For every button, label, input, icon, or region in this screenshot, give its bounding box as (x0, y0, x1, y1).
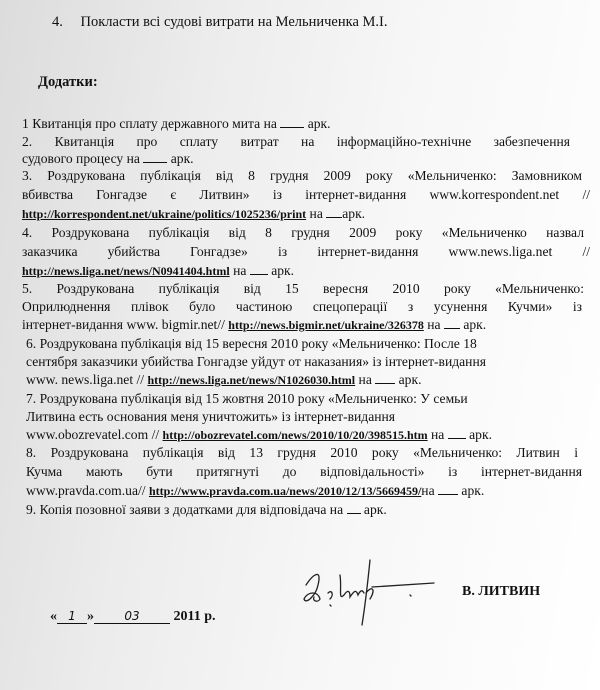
item-text: 1 Квитанція про сплату державного мита на (22, 116, 281, 131)
item-text: на (306, 206, 327, 221)
blank-field (143, 151, 167, 163)
attachment-item-1 (22, 116, 331, 132)
item-text-end: арк. (459, 317, 487, 332)
attachment-item-8-line3 (26, 483, 484, 499)
blank-field (326, 206, 342, 218)
item-text: судового процесу на (22, 151, 144, 166)
attachment-item-9 (26, 502, 387, 518)
claim-item-4 (52, 14, 387, 30)
item-text: на (229, 263, 250, 278)
attachment-item-5-line3 (22, 317, 486, 333)
attachment-item-2-line2 (22, 151, 194, 167)
item-link[interactable]: http://obozrevatel.com/news/2010/10/20/398515.htm (162, 428, 428, 442)
item-link[interactable]: http://www.pravda.com.ua/news/2010/12/13/5669459/ (148, 484, 422, 498)
item-text-end: арк. (458, 483, 485, 498)
blank-field (280, 116, 304, 128)
item-text: на (355, 372, 376, 387)
item-text: на (423, 317, 444, 332)
item-text-end: арк. (267, 263, 295, 278)
item-text: інтернет-видання www. bigmir.net// (22, 317, 229, 332)
blank-field (444, 317, 460, 329)
attachment-item-3-line1: 3. Роздрукована публікація від 8 грудня 2009 року «Мельниченко: Замовником (22, 168, 582, 183)
attachment-item-4-line3 (22, 263, 294, 279)
date-day: 1 (57, 609, 87, 624)
item-text-end: арк. (465, 427, 492, 442)
item-text: www. news.liga.net // (26, 372, 148, 387)
blank-field (438, 483, 458, 495)
attachment-item-8-line1: 8. Роздрукована публікація від 13 грудня 2010 року «Мельниченко: Литвин і (26, 445, 578, 460)
attachment-item-6-line2: сентября заказчики убийства Гонгадзе уйдут от наказания» із інтернет-видання (26, 354, 486, 369)
attachment-item-8-line2: Кучма мають бути притягнуті до відповідальності» із інтернет-видання (26, 464, 582, 479)
signature-date (50, 609, 216, 625)
item-text: www.pravda.com.ua// (26, 483, 149, 498)
item-text-end: арк. (395, 372, 422, 387)
item-link[interactable]: http://news.liga.net/news/N0941404.html (22, 264, 230, 278)
date-quote-close: » (87, 609, 94, 624)
attachment-item-6-line1: 6. Роздрукована публікація від 15 вересня 2010 року «Мельниченко: После 18 (26, 336, 477, 351)
item-text: на (427, 427, 448, 442)
attachment-item-5-line1: 5. Роздрукована публікація від 15 вересня 2010 року «Мельниченко: (22, 281, 584, 296)
attachment-item-7-line2: Литвина есть основания меня уничтожить» із інтернет-видання (26, 409, 396, 424)
item-text: www.obozrevatel.com // (26, 427, 163, 442)
blank-field (375, 372, 395, 384)
attachment-item-5-line2: Оприлюднення плівок було частиною спецоперації з усунення Кучми» із (22, 299, 582, 314)
attachment-item-4-line2: заказчика убийства Гонгадзе» із інтернет-видання www.news.liga.net // (22, 244, 590, 259)
item-text-end: арк. (360, 502, 387, 517)
item-text-end: арк. (342, 206, 366, 221)
claim-item-text: Покласти всі судові витрати на Мельниченка М.І. (80, 14, 388, 30)
attachment-item-7-line3 (26, 427, 492, 443)
item-link[interactable]: http://korrespondent.net/ukraine/politics/1025236/print (22, 207, 307, 221)
claim-item-number: 4. (52, 14, 63, 30)
attachments-heading: Додатки: (38, 74, 98, 90)
attachment-item-3-line3 (22, 206, 365, 222)
attachment-item-3-line2: вбивства Гонгадзе є Литвин» із інтернет-видання www.korrespondent.net // (22, 187, 590, 202)
attachment-item-7-line1: 7. Роздрукована публікація від 15 жовтня 2010 року «Мельниченко: У семьи (26, 391, 468, 406)
blank-field (347, 502, 361, 514)
blank-field (250, 263, 268, 275)
item-text: 9. Копія позовної заяви з додатками для відповідача на (26, 502, 347, 517)
date-quote-open: « (50, 609, 57, 624)
item-text-end: арк. (304, 116, 331, 131)
item-text: на (421, 483, 439, 498)
blank-field (448, 427, 466, 439)
item-link[interactable]: http://news.liga.net/news/N1026030.html (147, 373, 356, 387)
attachment-item-6-line3 (26, 372, 421, 388)
item-text-end: арк. (167, 151, 194, 166)
date-month: 03 (94, 609, 170, 624)
attachment-item-4-line1: 4. Роздрукована публікація від 8 грудня 2009 року «Мельниченко назвал (22, 225, 584, 240)
attachment-item-2-line1: 2. Квитанція про сплату витрат на інформаційно-технічне забезпечення (22, 134, 570, 149)
date-year: 2011 р. (173, 609, 216, 624)
signatory-name: В. ЛИТВИН (462, 584, 541, 599)
handwritten-signature (300, 555, 440, 635)
item-link[interactable]: http://news.bigmir.net/ukraine/326378 (228, 318, 424, 332)
